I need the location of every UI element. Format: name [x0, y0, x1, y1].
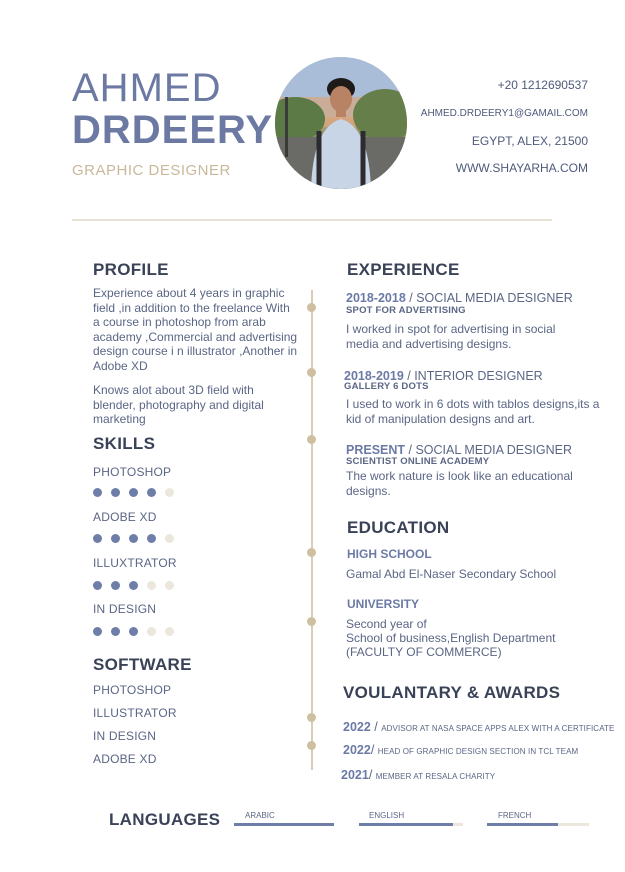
award-year: 2022 [343, 743, 371, 757]
timeline-dot [307, 617, 316, 626]
profile-text-1: Experience about 4 years in graphic field ,in addition to the freelance With a course in photoshop from arab academy ,Commercial and advertising design course i n illustrator ,Another in Adobe XD [93, 286, 298, 373]
experience-separator: / [405, 291, 417, 305]
rating-dot [93, 534, 102, 543]
language-name: ENGLISH [369, 811, 405, 820]
award-text: MEMBER AT RESALA CHARITY [375, 772, 496, 781]
skill-name: IN DESIGN [93, 602, 157, 616]
rating-dot [165, 627, 174, 636]
rating-dot [93, 581, 102, 590]
rating-dot [111, 627, 120, 636]
profile-photo [275, 57, 407, 189]
last-name: DRDEERY [72, 108, 274, 152]
award-text: ADVISOR AT NASA SPACE APPS ALEX WITH A CERTIFICATE [381, 724, 615, 733]
rating-dot [147, 534, 156, 543]
rating-dot [165, 581, 174, 590]
award-year: 2022 [343, 720, 371, 734]
experience-date: 2018-2019 [344, 369, 404, 383]
language-bar-fill [359, 823, 453, 826]
award-entry [343, 718, 614, 736]
languages-title: LANGUAGES [109, 810, 221, 829]
education-detail: (FACULTY OF COMMERCE) [346, 645, 502, 659]
contact-phone: +20 1212690537 [497, 78, 588, 92]
timeline-line [311, 290, 313, 770]
award-separator: / [368, 768, 376, 782]
timeline-dot [307, 713, 316, 722]
skill-rating [93, 488, 174, 497]
contact-location: EGYPT, ALEX, 21500 [471, 134, 588, 148]
header-divider [72, 219, 552, 221]
rating-dot [129, 627, 138, 636]
language-bar-fill [487, 823, 558, 826]
experience-company: SCIENTIST ONLINE ACADEMY [346, 456, 490, 467]
experience-role: SOCIAL MEDIA DESIGNER [416, 291, 573, 305]
experience-description: The work nature is look like an educational designs. [346, 469, 573, 498]
skill-name: PHOTOSHOP [93, 465, 172, 479]
experience-role: SOCIAL MEDIA DESIGNER [415, 443, 572, 457]
rating-dot [111, 488, 120, 497]
experience-title: EXPERIENCE [347, 260, 460, 279]
rating-dot [147, 627, 156, 636]
timeline-dot [307, 741, 316, 750]
education-detail: Second year of [346, 617, 427, 631]
software-item: ILLUSTRATOR [93, 706, 177, 720]
experience-separator: / [403, 369, 415, 383]
software-item: IN DESIGN [93, 729, 157, 743]
experience-description: I used to work in 6 dots with tablos designs,its a kid of manipulation designs and art. [346, 397, 600, 426]
timeline-dot [307, 435, 316, 444]
skill-name: ADOBE XD [93, 510, 157, 524]
skill-rating [93, 534, 174, 543]
skill-name: ILLUXTRATOR [93, 556, 177, 570]
timeline-dot [307, 548, 316, 557]
skills-title: SKILLS [93, 434, 156, 453]
rating-dot [165, 488, 174, 497]
education-school: Gamal Abd El-Naser Secondary School [346, 567, 557, 581]
rating-dot [93, 488, 102, 497]
language-name: ARABIC [245, 811, 275, 820]
award-separator: / [370, 743, 378, 757]
experience-company: SPOT FOR ADVERTISING [346, 305, 466, 316]
first-name: AHMED [72, 66, 222, 110]
award-year: 2021 [341, 768, 369, 782]
language-bar-fill [234, 823, 334, 826]
rating-dot [93, 627, 102, 636]
contact-email[interactable]: AHMED.DRDEERY1@GAMAIL.COM [420, 108, 588, 119]
language-bar [359, 823, 463, 826]
timeline-dot [307, 368, 316, 377]
language-name: FRENCH [498, 811, 532, 820]
software-item: PHOTOSHOP [93, 683, 172, 697]
education-level: UNIVERSITY [347, 597, 420, 611]
rating-dot [165, 534, 174, 543]
awards-title: VOULANTARY & AWARDS [343, 683, 561, 702]
rating-dot [111, 534, 120, 543]
experience-company: GALLERY 6 DOTS [344, 381, 429, 392]
experience-separator: / [405, 443, 416, 457]
profile-title: PROFILE [93, 260, 169, 279]
rating-dot [147, 581, 156, 590]
experience-date: 2018-2018 [346, 291, 406, 305]
language-bar [487, 823, 589, 826]
experience-description: I worked in spot for advertising in social media and advertising designs. [346, 322, 556, 351]
rating-dot [129, 534, 138, 543]
education-level: HIGH SCHOOL [347, 547, 432, 561]
profile-text-2: Knows alot about 3D field with blender, photography and digital marketing [93, 383, 264, 426]
skill-rating [93, 581, 174, 590]
award-entry [341, 766, 495, 784]
rating-dot [147, 488, 156, 497]
rating-dot [129, 488, 138, 497]
education-detail: School of business,English Department [346, 631, 556, 645]
job-title: GRAPHIC DESIGNER [72, 162, 231, 179]
experience-date: PRESENT [346, 443, 406, 457]
award-separator: / [370, 720, 382, 734]
software-item: ADOBE XD [93, 752, 157, 766]
award-text: HEAD OF GRAPHIC DESIGN SECTION IN TCL TEAM [377, 747, 579, 756]
rating-dot [129, 581, 138, 590]
experience-role: INTERIOR DESIGNER [414, 369, 543, 383]
award-entry [343, 741, 578, 759]
software-title: SOFTWARE [93, 655, 192, 674]
timeline-dot [307, 303, 316, 312]
education-title: EDUCATION [347, 518, 450, 537]
contact-website[interactable]: WWW.SHAYARHA.COM [455, 161, 588, 175]
rating-dot [111, 581, 120, 590]
language-bar [234, 823, 334, 826]
skill-rating [93, 627, 174, 636]
